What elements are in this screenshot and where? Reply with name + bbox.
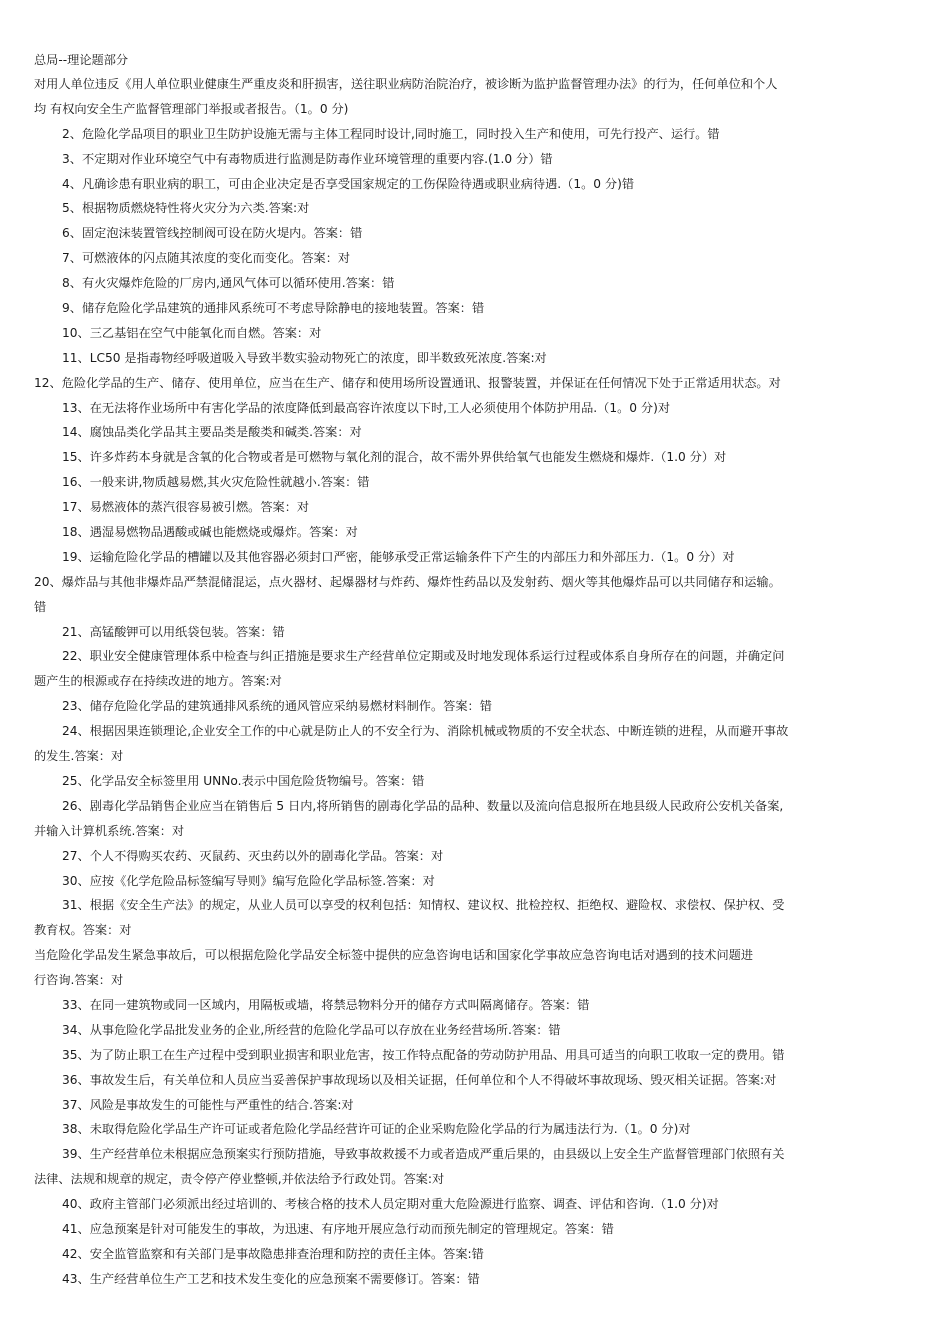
question-line: 24、根据因果连锁理论,企业安全工作的中心就是防止人的不安全行为、消除机械或物质的不安全状态、中断连锁的进程，从而避开事故: [62, 724, 789, 739]
question-line: 23、储存危险化学品的建筑通排风系统的通风管应采纳易燃材料制作。答案：错: [62, 699, 492, 714]
question-line: 错: [34, 599, 47, 614]
question-line: 9、储存危险化学品建筑的通排风系统可不考虑导除静电的接地装置。答案：错: [62, 301, 485, 316]
document-title: 总局--理论题部分: [34, 53, 129, 67]
question-line: 26、剧毒化学品销售企业应当在销售后 5 日内,将所销售的剧毒化学品的品种、数量以及流向信息报所在地县级人民政府公安机关备案,: [62, 798, 784, 813]
question-line: 18、遇湿易燃物品遇酸或碱也能燃烧或爆炸。答案：对: [62, 525, 358, 540]
question-line: 4、凡确诊患有职业病的职工，可由企业决定是否享受国家规定的工伤保险待遇或职业病待遇.（1。0 分)错: [62, 176, 635, 191]
question-line: 11、LC50 是指毒物经呼吸道吸入导致半数实验动物死亡的浓度，即半数致死浓度.答案:对: [62, 350, 547, 365]
question-line: 当危险化学品发生紧急事故后，可以根据危险化学品安全标签中提供的应急咨询电话和国家化学事故应急咨询电话对遇到的技术问题进: [34, 948, 754, 963]
question-line: 20、爆炸品与其他非爆炸品严禁混储混运，点火器材、起爆器材与炸药、爆炸性药品以及发射药、烟火等其他爆炸品可以共同储存和运输。: [34, 574, 781, 589]
question-line: 均 有权向安全生产监督管理部门举报或者报告。（1。0 分): [34, 101, 349, 116]
question-line: 25、化学品安全标签里用 UNNo.表示中国危险货物编号。答案：错: [62, 773, 425, 788]
question-line: 37、风险是事故发生的可能性与严重性的结合.答案:对: [62, 1097, 354, 1112]
question-line: 43、生产经营单位生产工艺和技术发生变化的应急预案不需要修订。答案：错: [62, 1271, 480, 1286]
question-line: 题产生的根源或存在持续改进的地方。答案:对: [34, 674, 282, 689]
question-line: 17、易燃液体的蒸汽很容易被引燃。答案：对: [62, 500, 310, 515]
question-line: 38、未取得危险化学品生产许可证或者危险化学品经营许可证的企业采购危险化学品的行为属违法行为.（1。0 分)对: [62, 1122, 691, 1137]
question-line: 12、危险化学品的生产、储存、使用单位，应当在生产、储存和使用场所设置通讯、报警装置，并保证在任何情况下处于正常适用状态。对: [34, 375, 781, 390]
question-line: 27、个人不得购买农药、灭鼠药、灭虫药以外的剧毒化学品。答案：对: [62, 848, 444, 863]
question-line: 33、在同一建筑物或同一区域内，用隔板或墙，将禁忌物料分开的储存方式叫隔离储存。答案：错: [62, 997, 590, 1012]
question-line: 22、职业安全健康管理体系中检查与纠正措施是要求生产经营单位定期或及时地发现体系运行过程或体系自身所存在的问题，并确定问: [62, 649, 785, 664]
question-line: 14、腐蚀品类化学品其主要品类是酸类和碱类.答案：对: [62, 425, 362, 440]
question-line: 39、生产经营单位未根据应急预案实行预防措施，导致事故救援不力或者造成严重后果的，由县级以上安全生产监督管理部门依照有关: [62, 1147, 785, 1162]
question-line: 41、应急预案是针对可能发生的事故，为迅速、有序地开展应急行动而预先制定的管理规定。答案：错: [62, 1221, 614, 1236]
question-line: 法律、法规和规章的规定，责令停产停业整顿,并依法给予行政处罚。答案:对: [34, 1172, 445, 1187]
question-line: 21、高锰酸钾可以用纸袋包装。答案：错: [62, 624, 285, 639]
question-line: 5、根据物质燃烧特性将火灾分为六类.答案:对: [62, 201, 310, 216]
question-line: 35、为了防止职工在生产过程中受到职业损害和职业危害，按工作特点配备的劳动防护用品、用具可适当的向职工收取一定的费用。错: [62, 1047, 785, 1062]
question-line: 36、事故发生后，有关单位和人员应当妥善保护事故现场以及相关证据，任何单位和个人不得破坏事故现场、毁灭相关证据。答案:对: [62, 1072, 777, 1087]
question-line: 的发生.答案：对: [34, 749, 124, 764]
question-line: 42、安全监管监察和有关部门是事故隐患排查治理和防控的责任主体。答案:错: [62, 1246, 484, 1261]
question-line: 19、运输危险化学品的槽罐以及其他容器必须封口严密，能够承受正常运输条件下产生的内部压力和外部压力.（1。0 分）对: [62, 549, 735, 564]
question-line: 教育权。答案：对: [34, 923, 132, 938]
question-line: 2、危险化学品项目的职业卫生防护设施无需与主体工程同时设计,同时施工，同时投入生产和使用，可先行投产、运行。错: [62, 126, 720, 141]
question-line: 13、在无法将作业场所中有害化学品的浓度降低到最高容许浓度以下时,工人必须使用个体防护用品.（1。0 分)对: [62, 400, 671, 415]
question-line: 并输入计算机系统.答案：对: [34, 823, 185, 838]
question-line: 31、根据《安全生产法》的规定，从业人员可以享受的权利包括：知情权、建议权、批检控权、拒绝权、避险权、求偿权、保护权、受: [62, 898, 785, 913]
question-line: 40、政府主管部门必须派出经过培训的、考核合格的技术人员定期对重大危险源进行监察、调查、评估和咨询.（1.0 分)对: [62, 1197, 719, 1212]
question-line: 对用人单位违反《用人单位职业健康生严重皮炎和肝损害，送往职业病防治院治疗，被诊断为监护监督管理办法》的行为，任何单位和个人: [34, 77, 778, 91]
question-line: 34、从事危险化学品批发业务的企业,所经营的危险化学品可以存放在业务经营场所.答案：错: [62, 1022, 561, 1037]
question-line: 行咨询.答案：对: [34, 973, 124, 988]
question-line: 3、不定期对作业环境空气中有毒物质进行监测是防毒作业环境管理的重要内容.(1.0 分）错: [62, 151, 553, 166]
question-line: 30、应按《化学危险品标签编写导则》编写危险化学品标签.答案：对: [62, 873, 435, 888]
question-line: 16、一般来讲,物质越易燃,其火灾危险性就越小.答案：错: [62, 475, 370, 490]
question-line: 6、固定泡沫装置管线控制阀可设在防火堤内。答案：错: [62, 226, 363, 241]
question-line: 8、有火灾爆炸危险的厂房内,通风气体可以循环使用.答案：错: [62, 276, 395, 291]
question-line: 15、许多炸药本身就是含氧的化合物或者是可燃物与氧化剂的混合，故不需外界供给氧气也能发生燃烧和爆炸.（1.0 分）对: [62, 450, 727, 465]
question-list: [34, 72, 916, 1292]
question-line: 7、可燃液体的闪点随其浓度的变化而变化。答案：对: [62, 251, 351, 266]
question-line: 10、三乙基铝在空气中能氧化而自燃。答案：对: [62, 325, 322, 340]
